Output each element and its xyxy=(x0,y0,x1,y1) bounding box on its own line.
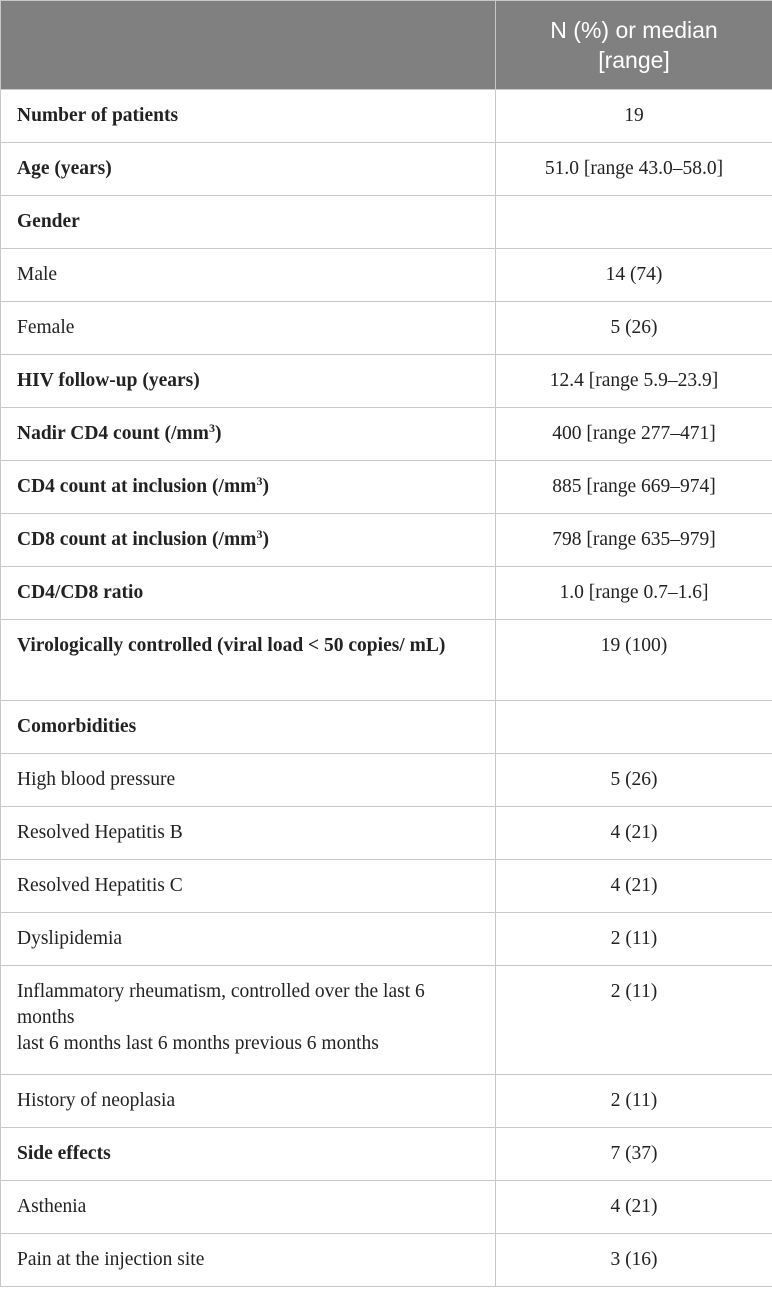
table-row xyxy=(1,1128,772,1181)
table-row xyxy=(1,90,772,143)
row-label-side-effects: Side effects xyxy=(1,1128,496,1181)
row-value-asthenia: 4 (21) xyxy=(496,1181,772,1234)
row-label-nadir-cd4-text: Nadir CD4 count (/mm xyxy=(17,423,209,444)
table-row xyxy=(1,461,772,514)
row-value-hepatitis-b: 4 (21) xyxy=(496,807,772,860)
row-label-hepatitis-c: Resolved Hepatitis C xyxy=(1,860,496,913)
table-row xyxy=(1,966,772,1075)
row-label-cd8-inclusion-text: CD8 count at inclusion (/mm xyxy=(17,529,257,550)
table-row xyxy=(1,620,772,701)
row-label-high-blood-pressure: High blood pressure xyxy=(1,754,496,807)
row-label-nadir-cd4-suffix: ) xyxy=(214,423,222,444)
row-value-hepatitis-c: 4 (21) xyxy=(496,860,772,913)
row-label-cd8-inclusion-suffix: ) xyxy=(262,529,269,550)
row-label-cd8-inclusion xyxy=(1,514,496,567)
header-value-line1: N (%) or median xyxy=(550,17,718,43)
row-label-dyslipidemia: Dyslipidemia xyxy=(1,913,496,966)
row-label-asthenia: Asthenia xyxy=(1,1181,496,1234)
table-row xyxy=(1,807,772,860)
row-value-age: 51.0 [range 43.0–58.0] xyxy=(496,143,772,196)
table-row xyxy=(1,408,772,461)
row-label-comorbidities: Comorbidities xyxy=(1,701,496,754)
row-label-inflammatory-rheumatism-text: Inflammatory rheumatism, controlled over the last 6 months xyxy=(17,981,425,1028)
row-label-hiv-follow-up: HIV follow-up (years) xyxy=(1,355,496,408)
table-row xyxy=(1,860,772,913)
table-row xyxy=(1,754,772,807)
row-value-cd4-inclusion: 885 [range 669–974] xyxy=(496,461,772,514)
table-row xyxy=(1,514,772,567)
row-value-history-of-neoplasia: 2 (11) xyxy=(496,1075,772,1128)
table-row xyxy=(1,1234,772,1287)
row-value-cd8-inclusion: 798 [range 635–979] xyxy=(496,514,772,567)
row-label-nadir-cd4 xyxy=(1,408,496,461)
row-value-male: 14 (74) xyxy=(496,249,772,302)
row-value-comorbidities xyxy=(496,701,772,754)
table-row xyxy=(1,1181,772,1234)
row-label-cd4-inclusion-suffix: ) xyxy=(262,476,269,497)
row-label-inflammatory-rheumatism-line2: last 6 months last 6 months previous 6 months xyxy=(17,1033,379,1054)
table-row xyxy=(1,143,772,196)
row-label-male: Male xyxy=(1,249,496,302)
row-label-hepatitis-b: Resolved Hepatitis B xyxy=(1,807,496,860)
row-value-virologically-controlled: 19 (100) xyxy=(496,620,772,701)
table-row xyxy=(1,302,772,355)
row-value-dyslipidemia: 2 (11) xyxy=(496,913,772,966)
row-value-nadir-cd4: 400 [range 277–471] xyxy=(496,408,772,461)
header-cell-value xyxy=(496,1,772,90)
row-label-virologically-controlled: Virologically controlled (viral load < 50 copies/ mL) xyxy=(1,620,496,701)
row-label-cd4-cd8-ratio: CD4/CD8 ratio xyxy=(1,567,496,620)
superscript-3: 3 xyxy=(256,527,263,541)
row-value-high-blood-pressure: 5 (26) xyxy=(496,754,772,807)
row-label-cd4-inclusion xyxy=(1,461,496,514)
row-value-number-of-patients: 19 xyxy=(496,90,772,143)
row-label-injection-site-pain: Pain at the injection site xyxy=(1,1234,496,1287)
table-row xyxy=(1,567,772,620)
row-label-number-of-patients: Number of patients xyxy=(1,90,496,143)
row-label-cd4-inclusion-text: CD4 count at inclusion (/mm xyxy=(17,476,257,497)
row-value-inflammatory-rheumatism: 2 (11) xyxy=(496,966,772,1075)
row-label-age: Age (years) xyxy=(1,143,496,196)
table-header xyxy=(1,1,772,90)
row-value-cd4-cd8-ratio: 1.0 [range 0.7–1.6] xyxy=(496,567,772,620)
header-cell-characteristic xyxy=(1,1,496,90)
row-value-injection-site-pain: 3 (16) xyxy=(496,1234,772,1287)
superscript-3: 3 xyxy=(208,421,215,435)
header-value-line2: [range] xyxy=(598,47,670,73)
table-row xyxy=(1,249,772,302)
superscript-3: 3 xyxy=(256,474,263,488)
row-value-female: 5 (26) xyxy=(496,302,772,355)
table-row xyxy=(1,196,772,249)
table-body xyxy=(1,90,772,1287)
row-value-hiv-follow-up: 12.4 [range 5.9–23.9] xyxy=(496,355,772,408)
row-value-side-effects: 7 (37) xyxy=(496,1128,772,1181)
row-label-inflammatory-rheumatism xyxy=(1,966,496,1075)
table-row xyxy=(1,355,772,408)
row-value-gender xyxy=(496,196,772,249)
header-row xyxy=(1,1,772,90)
table-row xyxy=(1,701,772,754)
table-row xyxy=(1,1075,772,1128)
row-label-gender: Gender xyxy=(1,196,496,249)
table-row xyxy=(1,913,772,966)
row-label-history-of-neoplasia: History of neoplasia xyxy=(1,1075,496,1128)
row-label-female: Female xyxy=(1,302,496,355)
